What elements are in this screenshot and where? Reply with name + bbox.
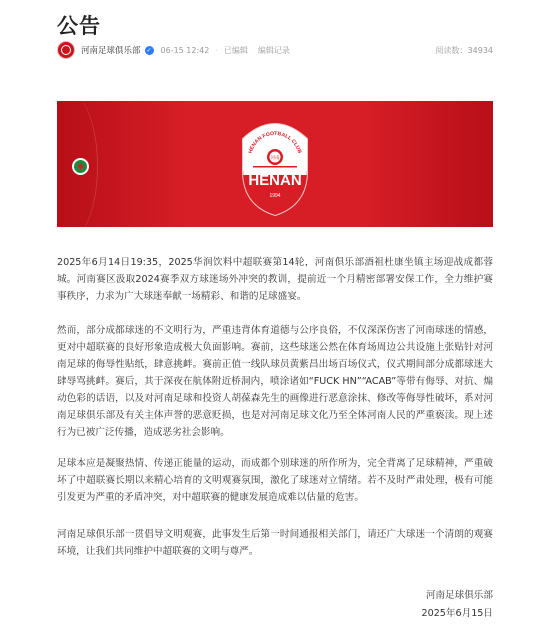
signature-org: 河南足球俱乐部 [425,590,493,601]
post-timestamp: 06-15 12:42 [160,45,210,55]
club-logo [57,101,493,227]
verified-icon: ✓ [146,46,152,54]
avatar-logo-icon [61,45,71,55]
logo-arc-text: HENAN FOOTBALL CLUB [247,130,303,155]
logo-name: HENAN [248,172,302,189]
signature-date: 2025年6月15日 [421,608,493,619]
author-name[interactable]: 河南足球俱乐部 [81,46,141,56]
article-paragraph: 然而，部分成都球迷的不文明行为，严重违背体育道德与公序良俗，不仅深深伤害了河南球迷的情感，更对中超联赛的良好形象造成极大负面影响。赛前，这些球迷公然在体育场周边公共设施上张贴针对河南足球的侮辱性贴纸，肆意挑衅。赛前正值一线队球员黄紫昌出场百场仪式，仪式期间部分成都球迷大肆辱骂挑衅。赛后，其于深夜在航体附近桥洞内，喷涂诸如“FUCK HN”“ACAB”等带有侮辱、对抗、煽动色彩的话语，以及对河南足球和投资人胡葆森先生的画像进行恶意涂抹、修改等侮辱性破坏，系对河南足球俱乐部及有关主体声誉的恶意贬损，也是对河南足球文化乃至全体河南人民的严重亵渎。现上述行为已被广泛传播，造成恶劣社会影响。 [57,325,493,438]
article-paragraph: 2025年6月14日19:35，2025华润饮料中超联赛第14轮，河南俱乐部酒祖杜康坐镇主场迎战成都蓉城。河南赛区汲取2024赛季双方球迷场外冲突的教训，提前近一个月精密部署安保工作，全力维护赛事秩序，力求为广大球迷奉献一场精彩、和谐的足球盛宴。 [57,257,493,302]
edited-label: 已编辑 [223,45,248,55]
logo-badge-text: 河南 [270,156,280,161]
article-paragraph: 河南足球俱乐部一贯倡导文明观赛，此事发生后第一时间通报相关部门，请还广大球迷一个清朗的观赛环境，让我们共同维护中超联赛的文明与尊严。 [57,529,493,557]
page-title: 公告 [57,14,101,38]
author-bar [57,40,493,60]
article-paragraph: 足球本应是凝聚热情、传递正能量的运动，而成都个别球迷的所作所为，完全背离了足球精神，严重破坏了中超联赛长期以来精心培育的文明观赛氛围，激化了球迷对立情绪。若不及时严肃处理，极有可能引发更为严重的矛盾冲突，对中超联赛的健康发展造成难以估量的危害。 [57,458,493,503]
read-count: 阅读数：34934 [435,45,493,55]
article-banner [57,101,493,227]
divider: · [215,45,218,55]
edit-history-link[interactable]: 编辑记录 [257,45,290,55]
club-avatar[interactable] [57,41,75,59]
logo-year: 1994 [269,193,281,199]
